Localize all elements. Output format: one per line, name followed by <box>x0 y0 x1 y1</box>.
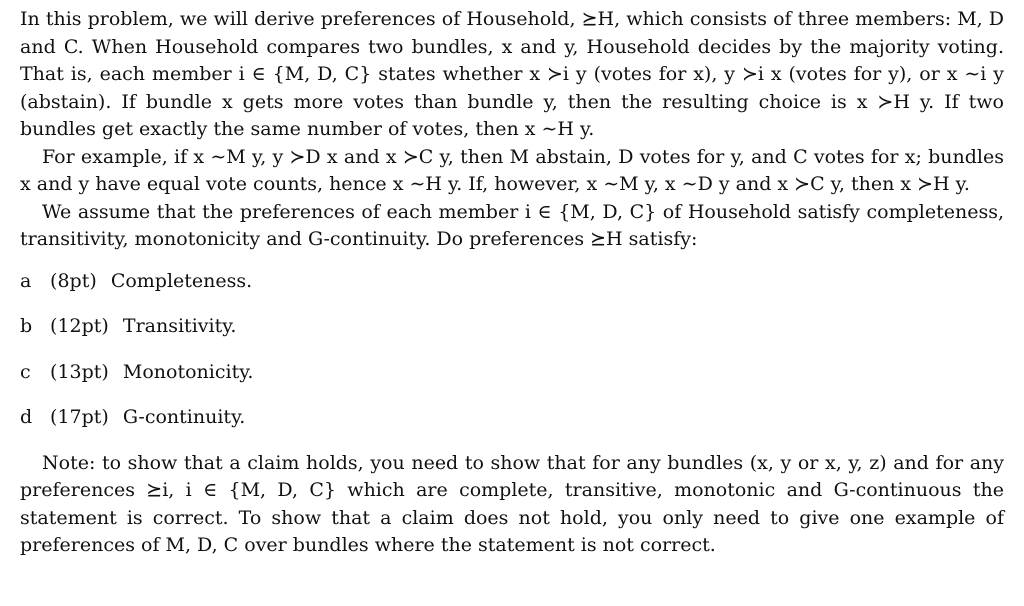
question-points: (8pt) <box>50 269 97 292</box>
question-text: G-continuity. <box>122 406 246 428</box>
question-letter: a <box>20 269 32 292</box>
question-item <box>20 268 1004 295</box>
question-text: Completeness. <box>110 269 253 292</box>
question-list <box>20 268 1004 432</box>
question-points: (17pt) <box>50 406 109 428</box>
note-paragraph: Note: to show that a claim holds, you need to show that for any bundles (x, y or x, y, z) and for any preferences ⪰i, i ∈ {M, D, C} which are complete, transitive, monotonic and G-continuous the statement is correct. To show that a claim does not hold, you only need to give one example of preferences of M, D, C over bundles where the statement is not correct. <box>20 451 1004 556</box>
question-item <box>20 359 1004 386</box>
question-points: (13pt) <box>50 360 109 383</box>
question-item <box>20 313 1004 340</box>
question-letter: c <box>20 360 31 383</box>
assumption-paragraph: We assume that the preferences of each member i ∈ {M, D, C} of Household satisfy completeness, transitivity, monotonicity and G-continuity. Do preferences ⪰H satisfy: <box>20 200 1004 250</box>
question-points: (12pt) <box>50 315 109 337</box>
question-letter: b <box>20 315 33 337</box>
example-paragraph: For example, if x ∼M y, y ≻D x and x ≻C y, then M abstain, D votes for y, and C votes for x; bundles x and y have equal vote counts, hence x ∼H y. If, however, x ∼M y, x ∼D y and x ≻C y, then x ≻H y. <box>20 145 1004 195</box>
question-item <box>20 404 1004 431</box>
question-letter: d <box>20 406 33 428</box>
question-text: Monotonicity. <box>122 360 254 383</box>
intro-paragraph: In this problem, we will derive preferences of Household, ⪰H, which consists of three members: M, D and C. When Household compares two bundles, x and y, Household decides by the majority voting. That is, each member i ∈ {M, D, C} states whether x ≻i y (votes for x), y ≻i x (votes for y), or x ∼i y (abstain). If bundle x gets more votes than bundle y, then the resulting choice is x ≻H y. If two bundles get exactly the same number of votes, then x ∼H y. <box>20 8 1004 140</box>
question-text: Transitivity. <box>122 315 237 337</box>
